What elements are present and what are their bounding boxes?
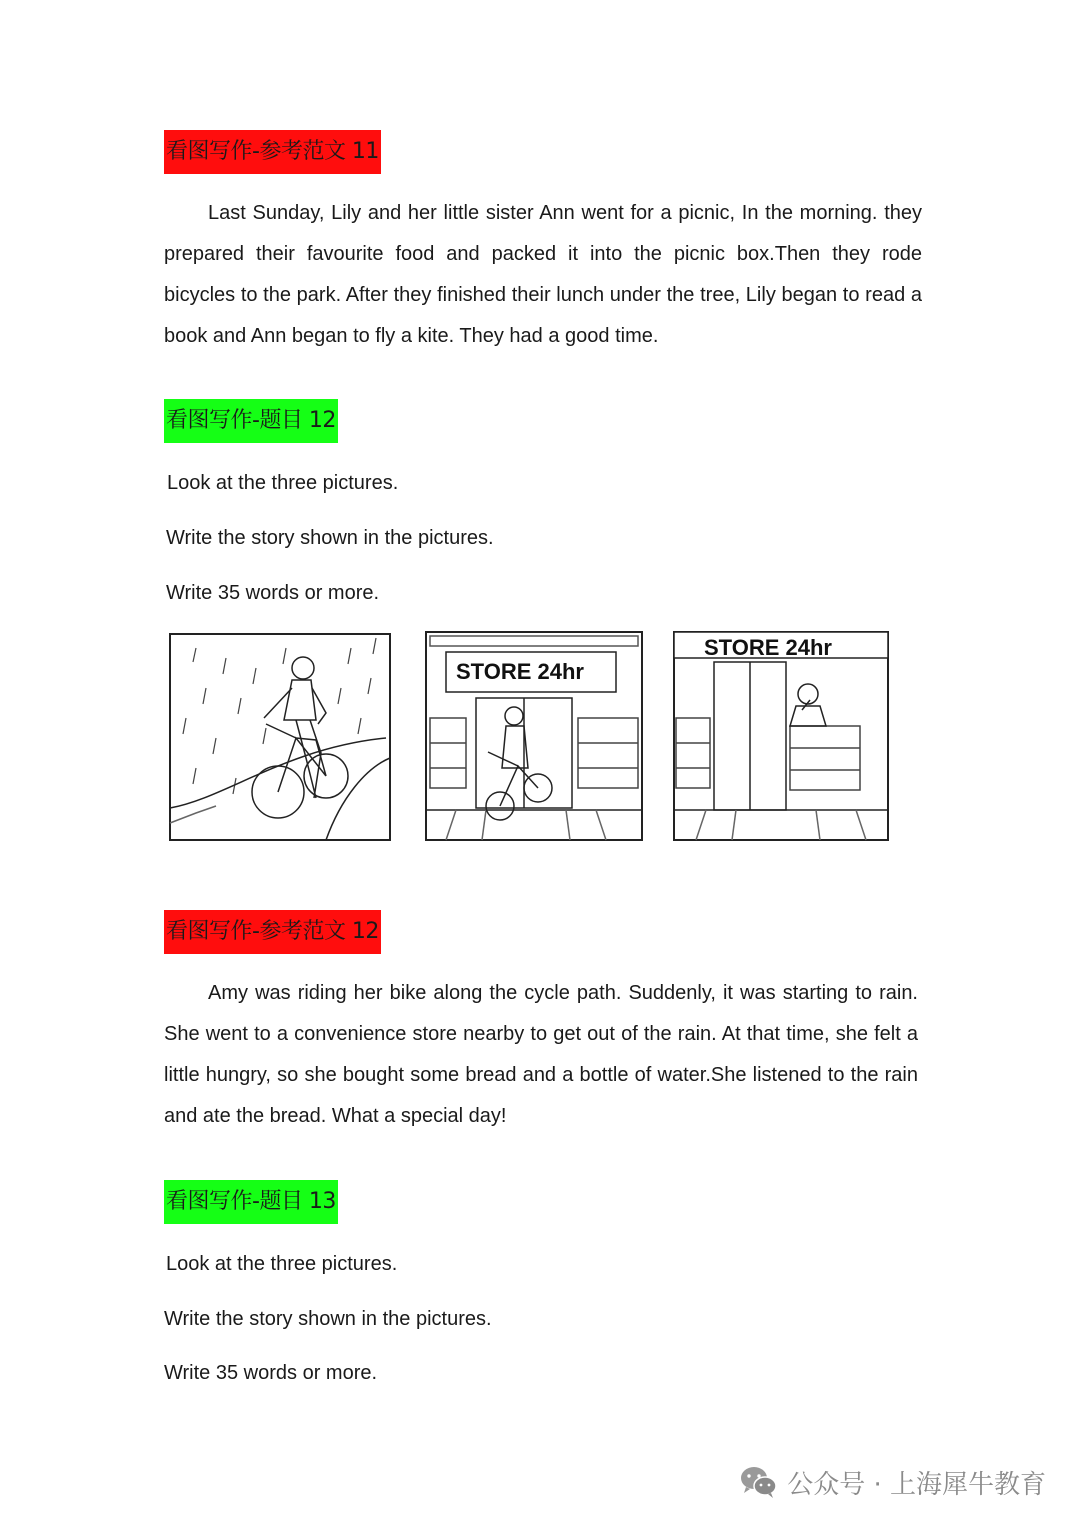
footer-account-name: 公众号 · 上海犀牛教育 xyxy=(787,1469,1046,1500)
reference-essay-12-text: Amy was riding her bike along the cycle path. Suddenly, it was starting to rain. She went to a convenience store nearby to get out of the rain. At that time, she felt a little hungry, so she bought some bread and a bottle of water.She listened to the rain and ate the bread. What a special day! xyxy=(164,982,918,1127)
wechat-icon xyxy=(739,1465,777,1499)
question-12-tag: 看图写作-题目 12 xyxy=(164,399,338,443)
question-13-instruction-3: Write 35 words or more. xyxy=(164,1362,378,1384)
picture-riding-in-rain xyxy=(170,634,390,840)
question-12-instruction-3: Write 35 words or more. xyxy=(166,582,380,604)
reference-essay-11-tag: 看图写作-参考范文 11 xyxy=(164,130,381,174)
question-13-tag: 看图写作-题目 13 xyxy=(164,1180,338,1224)
store-sign-picture-2: STORE 24hr xyxy=(456,659,584,684)
reference-essay-11-text: Last Sunday, Lily and her little sister Ann went for a picnic, In the morning. they prepared their favourite food and packed it into the picnic box.Then they rode bicycles to the park. After they finished their lunch under the tree, Lily began to read a book and Ann began to fly a kite. They had a good time. xyxy=(164,202,922,347)
question-12-instruction-1: Look at the three pictures. xyxy=(167,472,399,494)
question-13-instruction-2: Write the story shown in the pictures. xyxy=(164,1308,492,1330)
question-13-instruction-1: Look at the three pictures. xyxy=(166,1253,398,1275)
question-12-instruction-2: Write the story shown in the pictures. xyxy=(166,527,494,549)
question-12-pictures xyxy=(166,628,896,848)
store-sign-picture-3: STORE 24hr xyxy=(704,635,832,660)
reference-essay-12-tag: 看图写作-参考范文 12 xyxy=(164,910,381,954)
footer-watermark xyxy=(739,1462,1046,1502)
picture-eating-in-store xyxy=(674,632,888,840)
